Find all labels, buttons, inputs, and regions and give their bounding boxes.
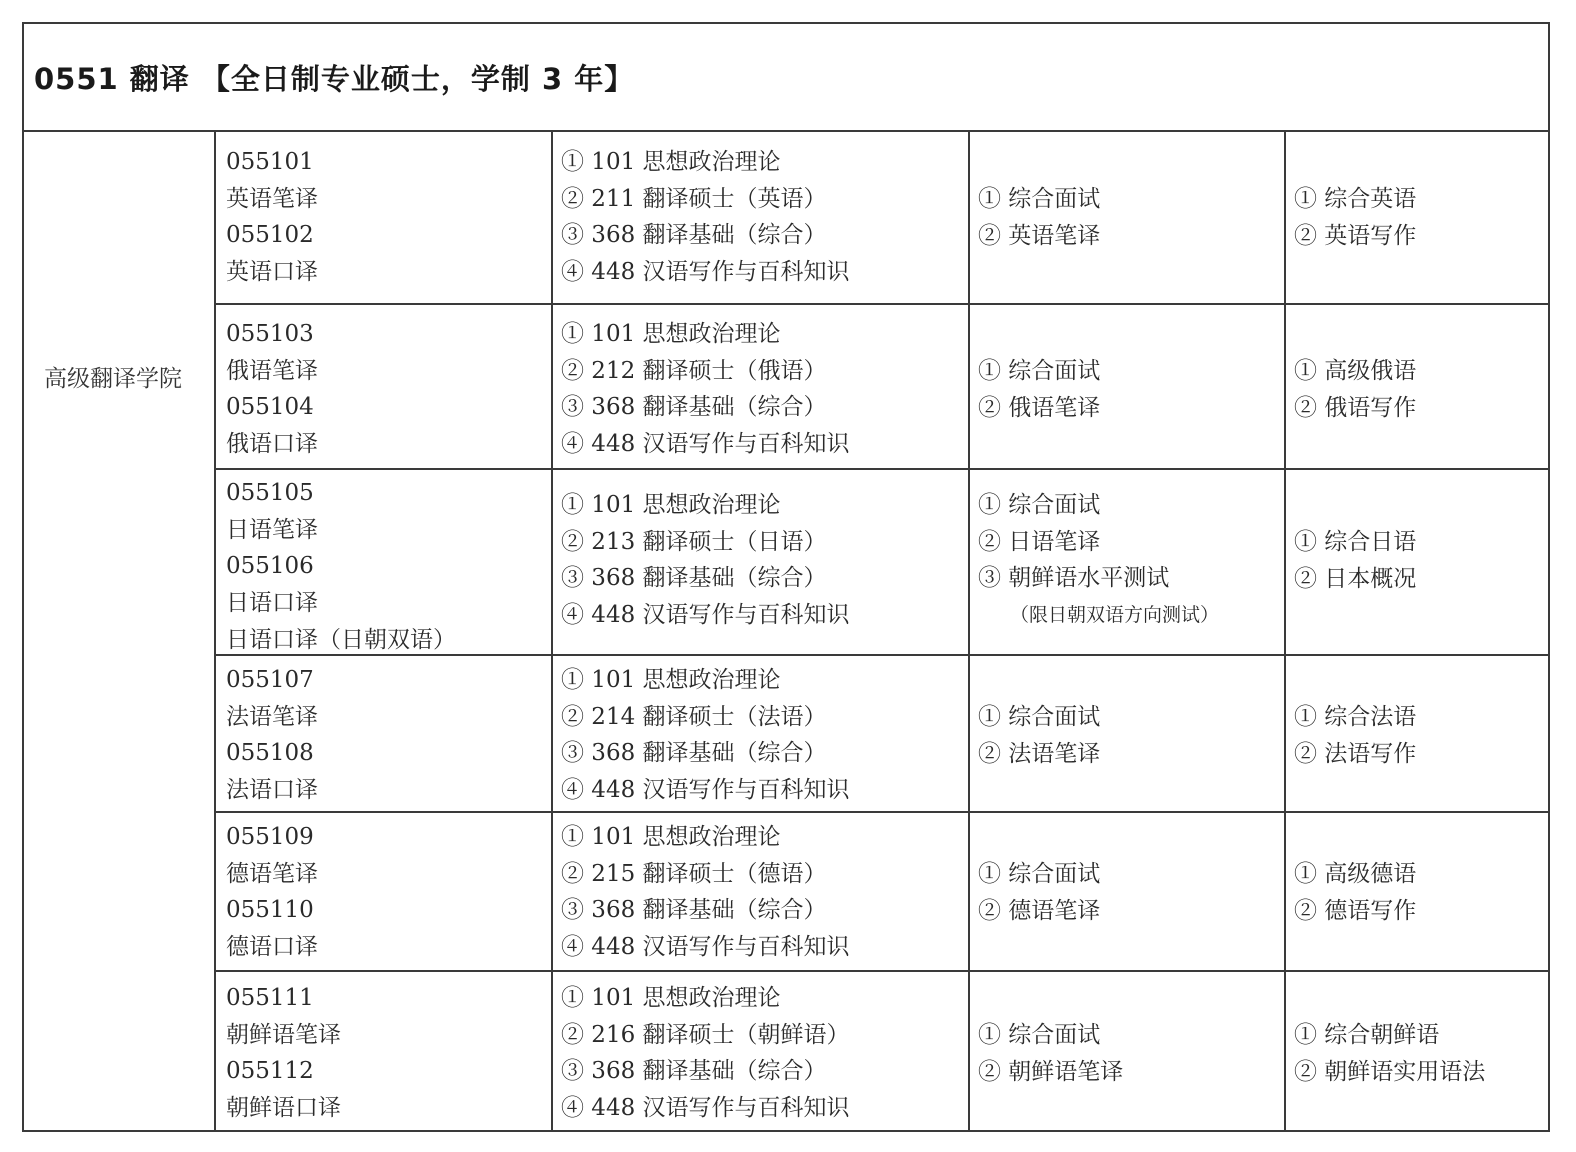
- program-table: [22, 22, 1550, 1132]
- major-line: 055109: [226, 824, 314, 850]
- major-line: 俄语笔译: [226, 357, 318, 384]
- retest-subjects-cell: [968, 655, 1284, 812]
- major-line: 英语笔译: [226, 185, 318, 212]
- retest-subject-line: ① 综合面试: [978, 358, 1101, 384]
- retest-subject-line: ② 德语笔译: [978, 897, 1101, 924]
- retest-subject-line: ② 俄语笔译: [978, 394, 1101, 421]
- column-divider: [551, 812, 553, 971]
- retest-subject-lines: [978, 353, 1100, 426]
- major-line: 日语口译: [226, 590, 318, 617]
- extra-subject-lines: [1294, 1017, 1485, 1090]
- major-line: 055107: [226, 667, 314, 693]
- extra-subject-line: ① 综合法语: [1294, 704, 1417, 730]
- major-line: 055105: [226, 480, 314, 506]
- retest-subject-line: ② 英语笔译: [978, 222, 1101, 249]
- exam-subject-line: ② 216 翻译硕士（朝鲜语）: [561, 1021, 850, 1048]
- retest-subjects-cell: [968, 469, 1284, 655]
- extra-subject-line: ① 高级俄语: [1294, 358, 1417, 384]
- extra-subject-line: ② 英语写作: [1294, 222, 1417, 249]
- exam-subject-line: ④ 448 汉语写作与百科知识: [561, 602, 850, 629]
- column-divider: [968, 971, 970, 1130]
- column-divider: [1284, 971, 1286, 1130]
- major-cell: [214, 132, 551, 304]
- retest-subject-lines: [978, 487, 1219, 634]
- major-lines: [226, 316, 318, 463]
- column-divider: [968, 655, 970, 812]
- exam-subject-lines: [561, 980, 850, 1127]
- column-divider: [968, 812, 970, 971]
- extra-subject-line: ② 德语写作: [1294, 897, 1417, 924]
- major-line: 055110: [226, 897, 314, 924]
- major-line: 055108: [226, 740, 314, 767]
- major-line: 055112: [226, 1058, 314, 1085]
- extra-subject-line: ① 综合日语: [1294, 529, 1417, 555]
- retest-subjects-cell: [968, 132, 1284, 304]
- major-lines: [226, 819, 318, 966]
- retest-subject-line: ① 综合面试: [978, 704, 1101, 730]
- retest-subject-lines: [978, 181, 1100, 254]
- retest-subjects-cell: [968, 812, 1284, 971]
- retest-subject-line: ② 日语笔译: [978, 528, 1101, 555]
- retest-subject-line: ③ 朝鲜语水平测试: [978, 565, 1170, 592]
- column-divider: [1284, 304, 1286, 469]
- extra-subject-lines: [1294, 524, 1416, 597]
- extra-subject-line: ① 高级德语: [1294, 861, 1417, 887]
- exam-subject-lines: [561, 819, 850, 966]
- exam-subject-lines: [561, 487, 850, 634]
- major-line: 055111: [226, 985, 314, 1011]
- column-divider: [1284, 812, 1286, 971]
- retest-subjects-cell: [968, 304, 1284, 469]
- major-cell: [214, 655, 551, 812]
- exam-subjects-cell: [551, 304, 968, 469]
- exam-subject-lines: [561, 316, 850, 463]
- department-cell: [24, 132, 214, 1130]
- exam-subject-line: ④ 448 汉语写作与百科知识: [561, 934, 850, 961]
- exam-subject-line: ② 215 翻译硕士（德语）: [561, 860, 827, 887]
- exam-subjects-cell: [551, 971, 968, 1130]
- extra-subjects-cell: [1284, 971, 1548, 1130]
- major-lines: [226, 980, 341, 1127]
- table-body: [24, 132, 1548, 1130]
- retest-subject-line: ① 综合面试: [978, 492, 1101, 518]
- exam-subject-line: ② 212 翻译硕士（俄语）: [561, 357, 827, 384]
- column-divider: [1284, 132, 1286, 304]
- extra-subject-lines: [1294, 699, 1416, 772]
- exam-subject-lines: [561, 662, 850, 809]
- exam-subject-line: ③ 368 翻译基础（综合）: [561, 1058, 827, 1085]
- table-row: [214, 655, 1548, 812]
- retest-subject-line: ② 朝鲜语笔译: [978, 1058, 1124, 1085]
- major-line: 朝鲜语口译: [226, 1095, 341, 1122]
- table-row: [214, 304, 1548, 469]
- major-line: 055102: [226, 222, 314, 249]
- major-line: 朝鲜语笔译: [226, 1021, 341, 1048]
- exam-subject-line: ② 214 翻译硕士（法语）: [561, 703, 827, 730]
- exam-subject-line: ② 211 翻译硕士（英语）: [561, 185, 827, 212]
- department-label: 高级翻译学院: [44, 366, 182, 392]
- retest-subject-line: ① 综合面试: [978, 1022, 1101, 1048]
- major-line: 055101: [226, 149, 314, 175]
- major-line: 日语笔译: [226, 516, 318, 543]
- retest-note: （限日朝双语方向测试）: [1010, 604, 1220, 627]
- exam-subjects-cell: [551, 132, 968, 304]
- extra-subject-lines: [1294, 181, 1416, 254]
- extra-subjects-cell: [1284, 812, 1548, 971]
- extra-subject-line: ① 综合英语: [1294, 186, 1417, 212]
- extra-subject-line: ② 朝鲜语实用语法: [1294, 1058, 1486, 1085]
- column-divider: [551, 304, 553, 469]
- exam-subject-line: ① 101 思想政治理论: [561, 149, 781, 175]
- exam-subject-line: ③ 368 翻译基础（综合）: [561, 897, 827, 924]
- major-line: 法语口译: [226, 777, 318, 804]
- major-line: 055106: [226, 553, 314, 580]
- extra-subjects-cell: [1284, 132, 1548, 304]
- major-cell: [214, 971, 551, 1130]
- page-title: 0551 翻译 【全日制专业硕士，学制 3 年】: [34, 62, 635, 96]
- retest-subject-lines: [978, 699, 1100, 772]
- retest-subjects-cell: [968, 971, 1284, 1130]
- major-line: 英语口译: [226, 259, 318, 286]
- title-bar: [24, 24, 1548, 132]
- column-divider: [1284, 655, 1286, 812]
- exam-subject-line: ① 101 思想政治理论: [561, 667, 781, 693]
- retest-subject-line: ① 综合面试: [978, 186, 1101, 212]
- retest-subject-lines: [978, 856, 1100, 929]
- extra-subject-line: ② 俄语写作: [1294, 394, 1417, 421]
- retest-subject-line: ① 综合面试: [978, 861, 1101, 887]
- major-line: 俄语口译: [226, 431, 318, 458]
- retest-subject-line: ② 法语笔译: [978, 740, 1101, 767]
- extra-subject-line: ② 法语写作: [1294, 740, 1417, 767]
- exam-subjects-cell: [551, 812, 968, 971]
- extra-subject-line: ① 综合朝鲜语: [1294, 1022, 1440, 1048]
- retest-subject-lines: [978, 1017, 1123, 1090]
- exam-subject-line: ③ 368 翻译基础（综合）: [561, 740, 827, 767]
- exam-subjects-cell: [551, 655, 968, 812]
- table-row: [214, 469, 1548, 655]
- major-cell: [214, 469, 551, 655]
- major-line: 日语口译（日朝双语）: [226, 626, 456, 653]
- major-line: 055103: [226, 321, 314, 347]
- table-row: [214, 971, 1548, 1130]
- extra-subjects-cell: [1284, 304, 1548, 469]
- column-divider: [968, 469, 970, 655]
- major-cell: [214, 812, 551, 971]
- major-lines: [226, 475, 456, 658]
- major-lines: [226, 662, 318, 809]
- exam-subject-line: ① 101 思想政治理论: [561, 492, 781, 518]
- extra-subject-lines: [1294, 353, 1416, 426]
- column-divider: [1284, 469, 1286, 655]
- major-line: 德语口译: [226, 934, 318, 961]
- exam-subjects-cell: [551, 469, 968, 655]
- exam-subject-line: ① 101 思想政治理论: [561, 985, 781, 1011]
- column-divider: [551, 971, 553, 1130]
- column-divider: [968, 132, 970, 304]
- column-divider: [551, 132, 553, 304]
- exam-subject-line: ④ 448 汉语写作与百科知识: [561, 1095, 850, 1122]
- extra-subject-line: ② 日本概况: [1294, 565, 1417, 592]
- exam-subject-lines: [561, 144, 850, 291]
- column-divider: [968, 304, 970, 469]
- extra-subjects-cell: [1284, 655, 1548, 812]
- exam-subject-line: ④ 448 汉语写作与百科知识: [561, 431, 850, 458]
- major-lines: [226, 144, 318, 291]
- exam-subject-line: ③ 368 翻译基础（综合）: [561, 394, 827, 421]
- major-line: 法语笔译: [226, 703, 318, 730]
- table-row: [214, 132, 1548, 304]
- column-divider: [551, 469, 553, 655]
- exam-subject-line: ③ 368 翻译基础（综合）: [561, 222, 827, 249]
- exam-subject-line: ① 101 思想政治理论: [561, 824, 781, 850]
- major-cell: [214, 304, 551, 469]
- column-divider: [551, 655, 553, 812]
- major-line: 德语笔译: [226, 860, 318, 887]
- exam-subject-line: ③ 368 翻译基础（综合）: [561, 565, 827, 592]
- extra-subject-lines: [1294, 856, 1416, 929]
- exam-subject-line: ① 101 思想政治理论: [561, 321, 781, 347]
- extra-subjects-cell: [1284, 469, 1548, 655]
- exam-subject-line: ④ 448 汉语写作与百科知识: [561, 259, 850, 286]
- table-row: [214, 812, 1548, 971]
- major-line: 055104: [226, 394, 314, 421]
- exam-subject-line: ② 213 翻译硕士（日语）: [561, 528, 827, 555]
- exam-subject-line: ④ 448 汉语写作与百科知识: [561, 777, 850, 804]
